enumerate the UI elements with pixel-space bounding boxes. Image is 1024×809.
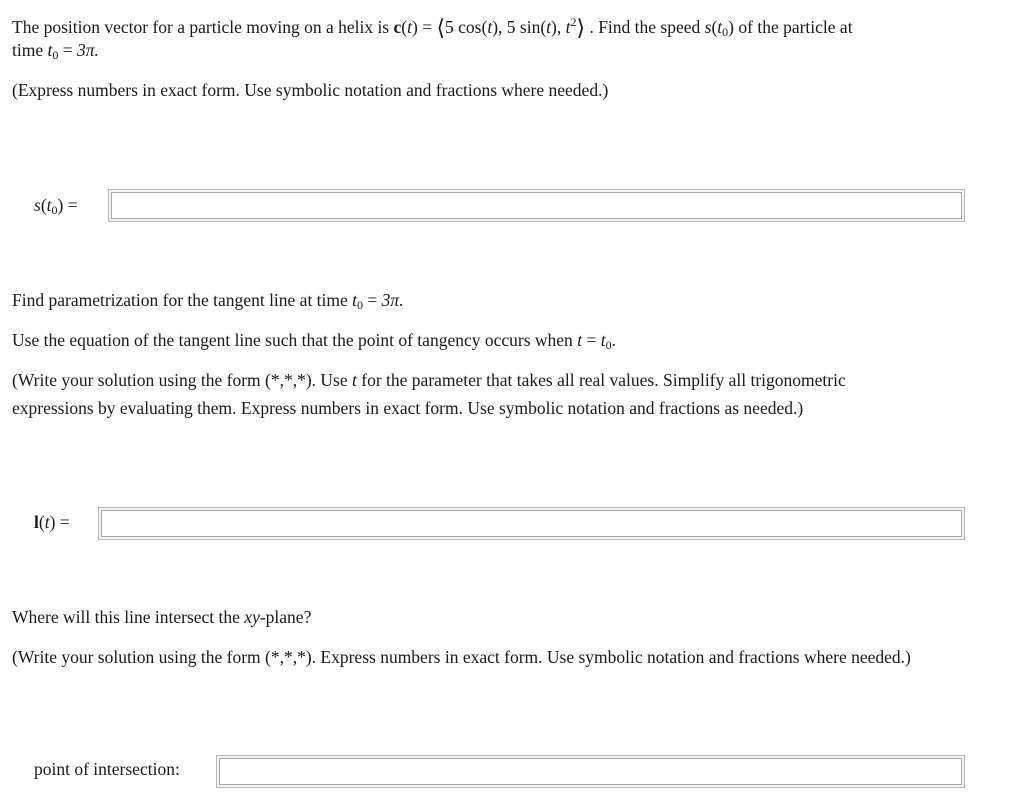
- t-var: t: [407, 17, 412, 37]
- t0-subscript: 0: [357, 298, 364, 312]
- equals-sign: =: [422, 17, 433, 37]
- question-2-instruction-line-2: expressions by evaluating them. Express numbers in exact form. Use symbolic notation and fractions as needed.): [12, 398, 804, 418]
- tangent-answer-input[interactable]: [101, 510, 962, 537]
- t-var: t: [577, 330, 583, 350]
- t0-base: t: [47, 40, 53, 60]
- of-particle-text: of the particle at: [738, 17, 853, 37]
- component-2-function: sin: [519, 17, 541, 37]
- intersection-answer-input[interactable]: [219, 758, 962, 785]
- question-2-line-1: [12, 286, 404, 320]
- question-1-instruction: (Express numbers in exact form. Use symbolic notation and fractions where needed.): [12, 80, 609, 100]
- equals-sign: =: [62, 40, 73, 60]
- s-symbol: s: [704, 17, 712, 37]
- equals-sign: =: [586, 330, 597, 350]
- question-2-instruction-line-1: [12, 366, 846, 395]
- t-var: t: [546, 17, 552, 37]
- equals-sign: =: [367, 290, 378, 310]
- t0-value: 3π.: [381, 290, 404, 310]
- speed-answer-input[interactable]: [111, 192, 962, 219]
- question-3-line-1: [12, 603, 311, 632]
- t0-base: t: [600, 330, 606, 350]
- speed-answer-label: $s(t_0)$ =: [34, 195, 78, 217]
- right-angle-bracket: ⟩: [576, 15, 586, 40]
- plane-variable: xy: [244, 607, 260, 627]
- question-2-line-2: Use the equation of the tangent line such that the point of tangency occurs when $t = t_0$.: [12, 330, 616, 352]
- instruction-part-b: for the parameter that takes all real values. Simplify all trigonometric: [361, 370, 846, 390]
- left-angle-bracket: ⟨: [436, 15, 446, 40]
- t0-subscript: 0: [52, 48, 59, 62]
- t-var: t: [44, 512, 50, 532]
- t0-value: 3π.: [76, 40, 99, 60]
- intersect-text: Where will this line intersect the: [12, 607, 240, 627]
- component-2-coefficient: 5: [506, 17, 516, 37]
- instruction-part-a: (Write your solution using the form (*,*,*). Use: [12, 370, 348, 390]
- component-3-exponent: 2: [570, 15, 577, 29]
- tangent-answer-label: l(t) =: [34, 512, 70, 532]
- t0-base: t: [46, 195, 52, 215]
- l-symbol: l: [34, 512, 39, 532]
- question-1-line-1: The position vector for a particle moving on a helix is c(t) = ⟨5 cos(t), 5 sin(t), $t^2⟩$ . Find the speed $s(t_0)$ of the particle at: [12, 15, 853, 40]
- time-word: time: [12, 40, 44, 60]
- t0-subscript: 0: [722, 25, 729, 39]
- t-var: t: [352, 370, 357, 390]
- question-3-instruction: (Write your solution using the form (*,*,*). Express numbers in exact form. Use symbolic notation and fractions where needed.): [12, 647, 911, 667]
- equals-sign: =: [67, 195, 78, 215]
- tangent-find-text: Find parametrization for the tangent line at time: [12, 290, 348, 310]
- question-1-line-2: [12, 36, 99, 70]
- paren-close: ): [411, 17, 418, 37]
- speed-answer-box: [108, 189, 965, 222]
- intersection-answer-box: [216, 755, 965, 788]
- paren-open: (: [401, 17, 408, 37]
- t-var: t: [565, 17, 571, 37]
- t-var: t: [487, 17, 493, 37]
- s-symbol: s: [34, 195, 41, 215]
- component-1-coefficient: 5: [445, 17, 454, 37]
- question-1-intro: The position vector for a particle moving on a helix is: [12, 17, 390, 37]
- t0-base: t: [352, 290, 358, 310]
- t0-base: t: [717, 17, 723, 37]
- c-symbol: c: [393, 17, 402, 37]
- t0-subscript: 0: [605, 338, 612, 352]
- find-speed-text: . Find the speed: [589, 17, 701, 37]
- tangency-text: Use the equation of the tangent line such that the point of tangency occurs when: [12, 330, 573, 350]
- plane-text: -plane?: [259, 607, 312, 627]
- component-1-function: cos: [458, 17, 482, 37]
- t0-subscript: 0: [51, 203, 58, 217]
- equals-sign: =: [59, 512, 70, 532]
- intersection-answer-label: point of intersection:: [34, 759, 180, 779]
- tangent-answer-box: [98, 507, 965, 540]
